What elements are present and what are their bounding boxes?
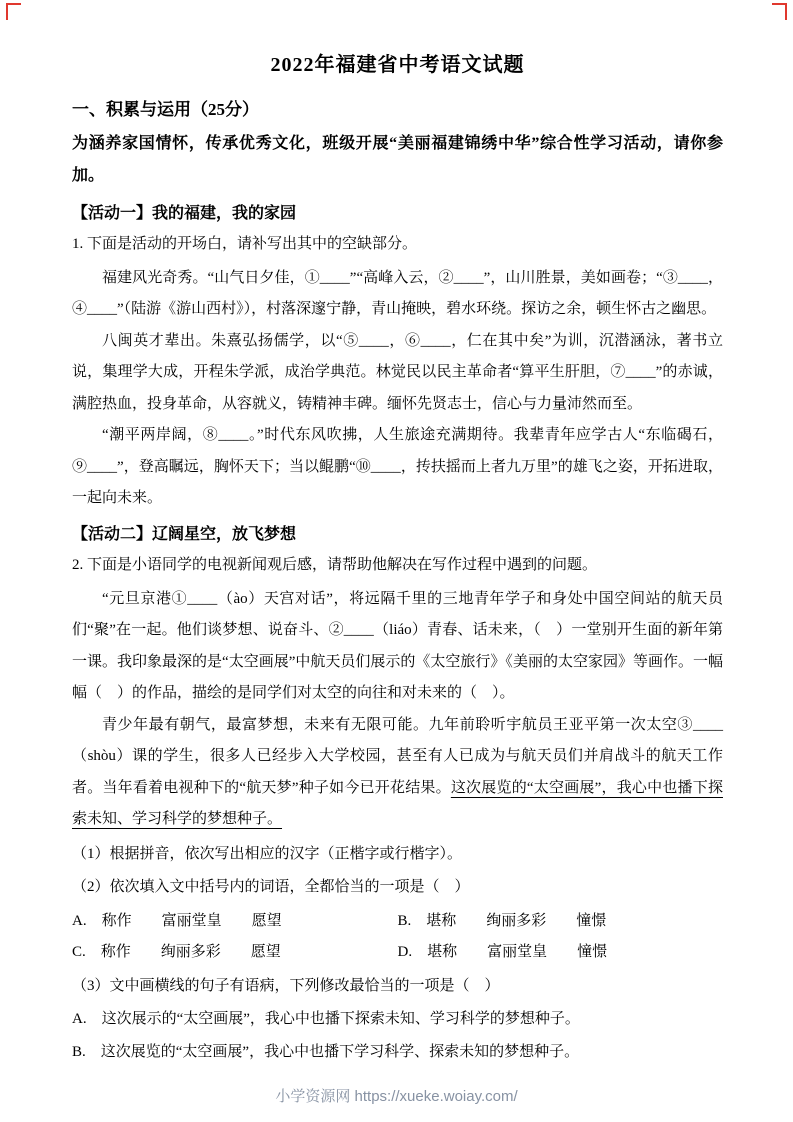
activity2-heading: 【活动二】辽阔星空，放飞梦想	[72, 525, 297, 543]
section1-heading: 一、积累与运用（25分）	[72, 100, 259, 119]
option-2a: A. 称作 富丽堂皇 愿望	[72, 913, 282, 929]
passage1-paragraph-2: 八闽英才辈出。朱熹弘扬儒学，以“⑤____，⑥____，仁在其中矣”为训，沉潜涵泳，著书立说，集理学大成，开程朱学派，成治学典范。林觉民以民主革命者“算平生肝胆，⑦____”的赤诚，满腔热血，投身革命，从容就义，铸精神丰碑。缅怀先贤志士，信心与力量沛然而至。	[72, 332, 723, 412]
page-footer	[0, 1085, 793, 1106]
option-3a: A. 这次展示的“太空画展”，我心中也播下探索未知、学习科学的梦想种子。	[72, 1011, 580, 1028]
option-2c: C. 称作 绚丽多彩 愿望	[72, 943, 281, 960]
option-3b: B. 这次展览的“太空画展”，我心中也播下学习科学、探索未知的梦想种子。	[72, 1044, 580, 1060]
subquestion-1: （1）根据拼音，依次写出相应的汉字（正楷字或行楷字）。	[72, 845, 463, 862]
subquestion-3: （3）文中画横线的句子有语病，下列修改最恰当的一项是（ ）	[72, 977, 500, 994]
passage1-paragraph-3: “潮平两岸阔，⑧____。”时代东风吹拂，人生旅途充满期待。我辈青年应学古人“东临碣石，⑨____”，登高瞩远，胸怀天下；当以鲲鹏“⑩____，抟扶摇而上者九万里”的雄飞之姿，开拓进取，一起向未来。	[72, 427, 723, 507]
footer-url-link[interactable]: https://xueke.woiay.com/	[354, 1088, 518, 1105]
corner-crop-mark-left-icon	[6, 3, 21, 20]
passage2-paragraph-2	[72, 710, 723, 836]
subquestion-2: （2）依次填入文中括号内的词语，全都恰当的一项是（ ）	[72, 879, 470, 896]
passage2-paragraph-2-normal: 青少年最有朝气，最富梦想，未来有无限可能。九年前聆听宇航员王亚平第一次太空③____（shòu）课的学生，很多人已经步入大学校园，甚至有人已成为与航天员们并肩战斗的航天工作者。当年看着电视种下的“航天梦”种子如今已开花结果。	[72, 716, 723, 796]
passage2-paragraph-1: “元旦京港①____（ào）天宫对话”，将远隔千里的三地青年学子和身处中国空间站的航天员们“聚”在一起。他们谈梦想、说奋斗、②____（liáo）青春、话未来，（ ）一堂别开生面的新年第一课。我印象最深的是“太空画展”中航天员们展示的《太空旅行》《美丽的太空家园》等画作。一幅幅（ ）的作品，描绘的是同学们对太空的向往和对未来的（ ）。	[72, 590, 723, 701]
footer-site-name: 小学资源网	[275, 1088, 351, 1105]
section1-intro: 为涵养家国情怀，传承优秀文化，班级开展“美丽福建锦绣中华”综合性学习活动，请你参加。	[72, 135, 723, 184]
question-2-stem: 2. 下面是小语同学的电视新闻观后感，请帮助他解决在写作过程中遇到的问题。	[72, 556, 598, 573]
corner-crop-mark-right-icon	[772, 3, 787, 20]
option-2d: D. 堪称 富丽堂皇 憧憬	[397, 943, 608, 960]
passage1-paragraph-1: 福建风光奇秀。“山气日夕佳，①____”“高峰入云，②____”，山川胜景，美如画卷；“③____，④____”（陆游《游山西村》），村落深邃宁静，青山掩映，碧水环绕。探访之余，顿生怀古之幽思。	[72, 269, 723, 318]
activity1-heading: 【活动一】我的福建，我的家园	[72, 205, 297, 222]
question-1-stem: 1. 下面是活动的开场白，请补写出其中的空缺部分。	[72, 236, 418, 252]
question2-sub2-options	[72, 906, 723, 968]
option-2b: B. 堪称 绚丽多彩 憧憬	[397, 913, 607, 929]
passage2-paragraph-2-underlined-sentence: 这次展览的“太空画展”，我心中也播下探索未知、学习科学的梦想种子。	[72, 779, 723, 827]
page-title: 2022年福建省中考语文试题	[270, 54, 525, 76]
